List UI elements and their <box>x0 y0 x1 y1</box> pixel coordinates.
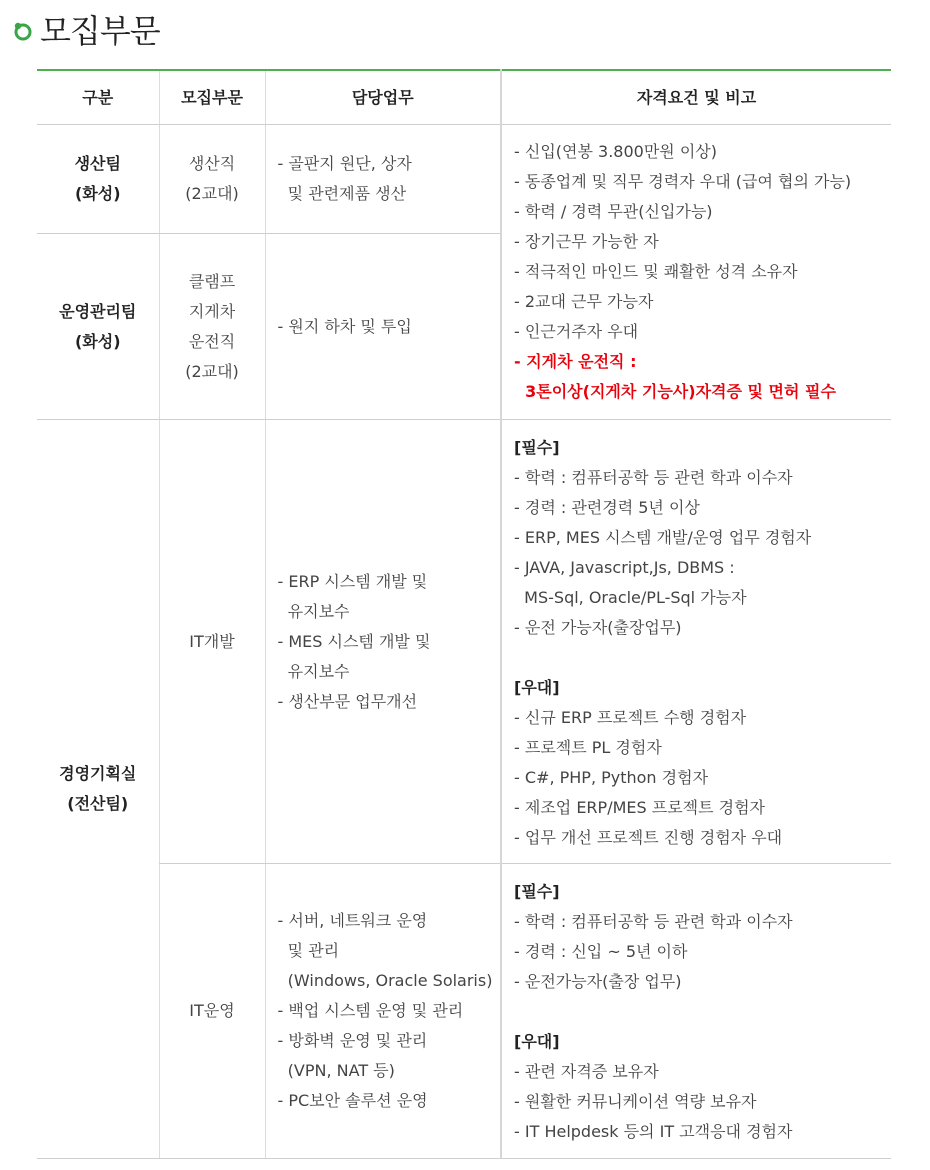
preferred-title: [우대] <box>514 1032 560 1051</box>
duty-operation: - 원지 하차 및 투입 <box>265 234 501 420</box>
required-title: [필수] <box>514 438 560 457</box>
duty-it-ops: - 서버, 네트워크 운영 및 관리 (Windows, Oracle Solaris) - 백업 시스템 운영 및 관리 - 방화벽 운영 및 관리 (VPN, NAT 등) - PC보안 솔루션 운영 <box>265 864 501 1159</box>
forklift-requirement: - 지게차 운전직 : <box>514 352 637 371</box>
section-heading <box>10 8 160 54</box>
table-header-row <box>37 70 891 125</box>
dept-operation: 클램프 지게차 운전직 (2교대) <box>159 234 265 420</box>
recruitment-table <box>37 69 891 1159</box>
required-title: [필수] <box>514 882 560 901</box>
preferred-title: [우대] <box>514 678 560 697</box>
table-row-it-ops <box>37 864 891 1159</box>
team-planning: 경영기획실 (전산팀) <box>37 420 159 1159</box>
qualification-it-ops: [필수] - 학력 : 컴퓨터공학 등 관련 학과 이수자 - 경력 : 신입 ~ 5년 이하 - 운전가능자(출장 업무) [우대] - 관련 자격증 보유자 - 원활한 커뮤니케이션 역량 보유자 - IT Helpdesk 등의 IT 고객응대 경험자 <box>501 864 891 1159</box>
header-duty: 담당업무 <box>265 70 501 125</box>
page-title: 모집부문 <box>40 12 160 50</box>
team-production: 생산팀 (화성) <box>37 125 159 234</box>
header-category: 구분 <box>37 70 159 125</box>
duty-it-dev: - ERP 시스템 개발 및 유지보수 - MES 시스템 개발 및 유지보수 - 생산부문 업무개선 <box>265 420 501 864</box>
team-operation: 운영관리팀 (화성) <box>37 234 159 420</box>
table-row-it-dev <box>37 420 891 864</box>
dept-it-ops: IT운영 <box>159 864 265 1159</box>
leaf-bullet-icon <box>10 18 36 44</box>
table-row-production <box>37 125 891 234</box>
dept-production: 생산직 (2교대) <box>159 125 265 234</box>
dept-it-dev: IT개발 <box>159 420 265 864</box>
header-qualification: 자격요건 및 비고 <box>501 70 891 125</box>
header-department: 모집부문 <box>159 70 265 125</box>
duty-production: - 골판지 원단, 상자 및 관련제품 생산 <box>265 125 501 234</box>
qualification-shared: - 신입(연봉 3.800만원 이상) - 동종업계 및 직무 경력자 우대 (급여 협의 가능) - 학력 / 경력 무관(신입가능) - 장기근무 가능한 자 - 적극적인 마인드 및 쾌활한 성격 소유자 - 2교대 근무 가능자 - 인근거주자 우대 - 지게차 운전직 : 3톤이상(지게차 기능사)자격증 및 면허 필수 <box>501 125 891 420</box>
qualification-it-dev: [필수] - 학력 : 컴퓨터공학 등 관련 학과 이수자 - 경력 : 관련경력 5년 이상 - ERP, MES 시스템 개발/운영 업무 경험자 - JAVA, Javascript,Js, DBMS : MS-Sql, Oracle/PL-Sql 가능자 - 운전 가능자(출장업무) [우대] - 신규 ERP 프로젝트 수행 경험자 - 프로젝트 PL 경험자 - C#, PHP, Python 경험자 - 제조업 ERP/MES 프로젝트 경험자 - 업무 개선 프로젝트 진행 경험자 우대 <box>501 420 891 864</box>
